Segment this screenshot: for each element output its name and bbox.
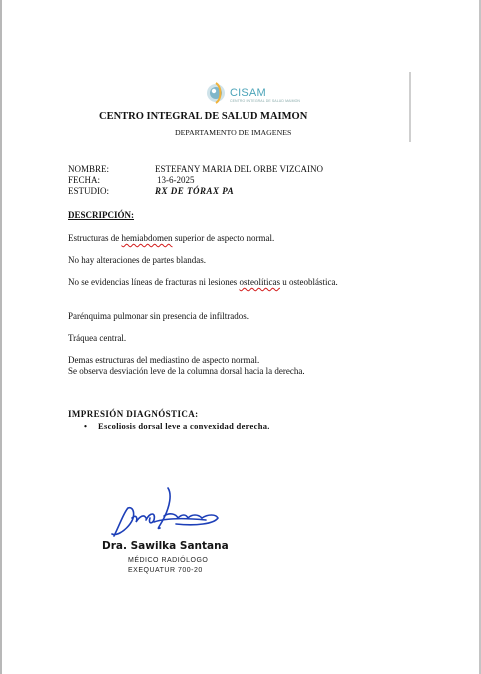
description-paragraph-5: Tráquea central. xyxy=(68,333,127,343)
date-label: FECHA: xyxy=(68,175,101,185)
logo-subtitle: CENTRO INTEGRAL DE SALUD MAIMON xyxy=(230,99,301,103)
header-divider xyxy=(409,72,411,142)
impression-text: Escoliosis dorsal leve a convexidad derecha. xyxy=(98,421,270,431)
bullet-icon: • xyxy=(84,421,88,431)
p1-text-c: superior de aspecto normal. xyxy=(172,233,275,243)
description-paragraph-1 xyxy=(68,233,398,244)
doctor-name: Dra. Sawilka Santana xyxy=(102,540,229,552)
organization-name: CENTRO INTEGRAL DE SALUD MAIMON xyxy=(99,111,308,122)
logo-wordmark: CISAM xyxy=(230,87,266,99)
description-paragraph-2: No hay alteraciones de partes blandas. xyxy=(68,255,206,265)
doctor-exequatur: EXEQUATUR 700-20 xyxy=(128,567,203,574)
page-left-border xyxy=(0,0,2,674)
description-paragraph-3 xyxy=(68,277,398,288)
description-paragraph-4: Parénquima pulmonar sin presencia de infiltrados. xyxy=(68,311,249,321)
p3-text-c: u osteoblástica. xyxy=(279,277,338,287)
impression-title: IMPRESIÓN DIAGNÓSTICA: xyxy=(68,409,199,419)
study-label: ESTUDIO: xyxy=(68,186,109,196)
exam-date: 13-6-2025 xyxy=(157,175,195,185)
study-name: RX DE TÓRAX PA xyxy=(155,186,235,196)
description-title: DESCRIPCIÓN: xyxy=(68,210,135,220)
impression-item xyxy=(84,421,270,431)
patient-name: ESTEFANY MARIA DEL ORBE VIZCAINO xyxy=(155,164,323,174)
name-label: NOMBRE: xyxy=(68,164,110,174)
p1-text-a: Estructuras de xyxy=(68,233,122,243)
department-name: DEPARTAMENTO DE IMAGENES xyxy=(175,128,292,137)
doctor-title: MÉDICO RADIÓLOGO xyxy=(128,557,209,564)
p3-spellcheck-word: osteolíticas xyxy=(239,277,280,287)
description-paragraph-6b: Se observa desviación leve de la columna dorsal hacia la derecha. xyxy=(68,366,305,376)
description-paragraph-6a: Demas estructuras del mediastino de aspecto normal. xyxy=(68,355,260,365)
p1-spellcheck-word: hemiabdomen xyxy=(121,233,173,243)
handwritten-signature xyxy=(106,484,226,544)
p3-text-a: No se evidencias líneas de fracturas ni lesiones xyxy=(68,277,240,287)
